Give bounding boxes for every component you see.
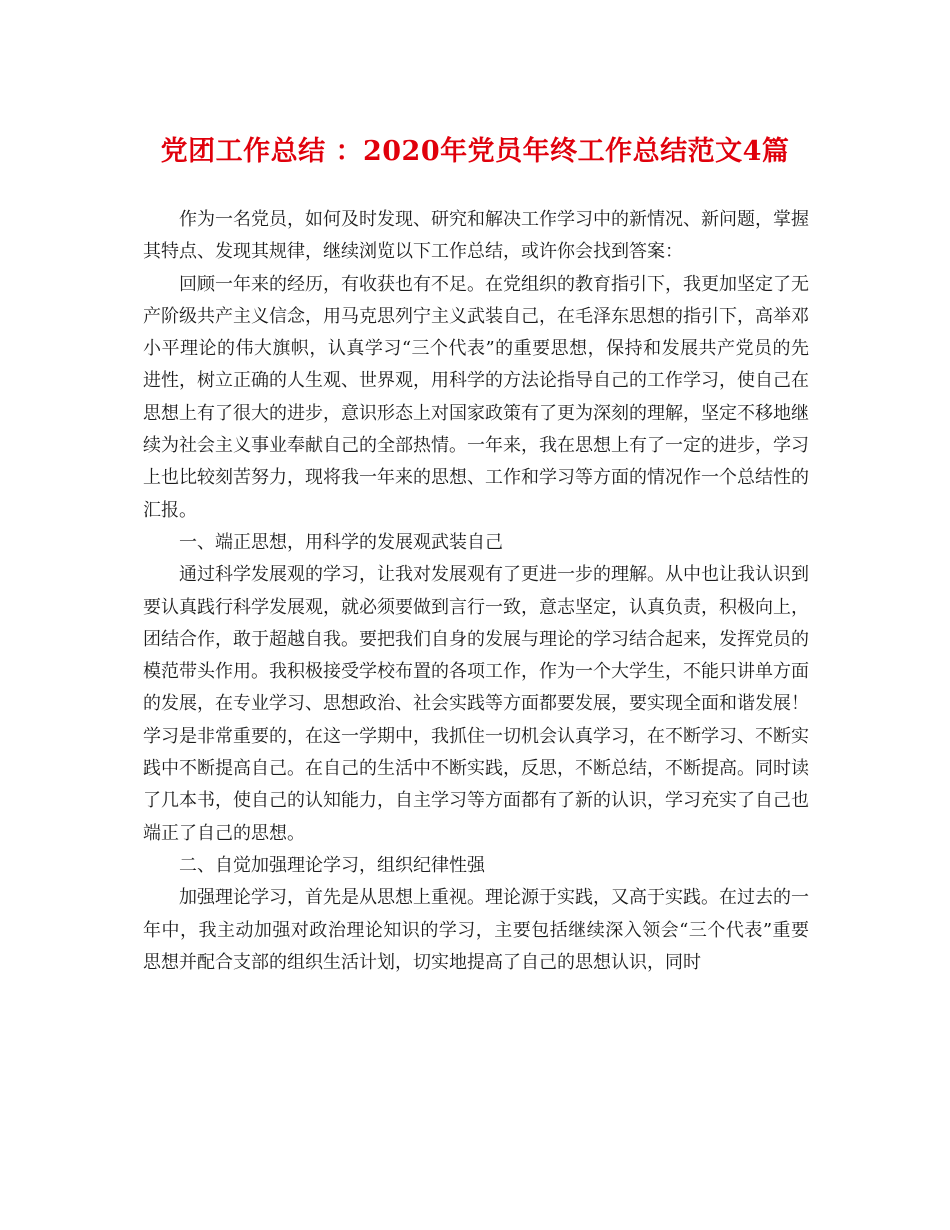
paragraph-review: 回顾一年来的经历，有收获也有不足。在党组织的教育指引下，我更加坚定了无产阶级共产主义信念，用马克思列宁主义武装自己，在毛泽东思想的指引下，高举邓小平理论的伟大旗帜，认真学习“三个代表”的重要思想，保持和发展共产党员的先进性，树立正确的人生观、世界观，用科学的方法论指导自己的工作学习，使自己在思想上有了很大的进步，意识形态上对国家政策有了更为深刻的理解，坚定不移地继续为社会主义事业奉献自己的全部热情。一年来，我在思想上有了一定的进步，学习上也比较刻苦努力，现将我一年来的思想、工作和学习等方面的情况作一个总结性的汇报。 (143, 273, 809, 521)
section-heading-1: 一、端正思想，用科学的发展观武装自己 (179, 531, 503, 553)
paragraph-intro: 作为一名党员，如何及时发现、研究和解决工作学习中的新情况、新问题，掌握其特点、发现其规律，继续浏览以下工作总结，或许你会找到答案： (143, 209, 809, 263)
section-heading-2: 二、自觉加强理论学习，组织纪律性强 (179, 854, 485, 876)
paragraph-section-1: 通过科学发展观的学习，让我对发展观有了更进一步的理解。从中也让我认识到要认真践行科学发展观，就必须要做到言行一致，意志坚定，认真负责，积极向上，团结合作，敢于超越自我。要把我们自身的发展与理论的学习结合起来，发挥党员的模范带头作用。我积极接受学校布置的各项工作，作为一个大学生，不能只讲单方面的发展，在专业学习、思想政治、社会实践等方面都要发展，要实现全面和谐发展！学习是非常重要的，在这一学期中，我抓住一切机会认真学习，在不断学习、不断实践中不断提高自己。在自己的生活中不断实践，反思，不断总结，不断提高。同时读了几本书，使自己的认知能力，自主学习等方面都有了新的认识，学习充实了自己也端正了自己的思想。 (143, 564, 809, 844)
paragraph-section-2: 加强理论学习，首先是从思想上重视。理论源于实践，又高于实践。在过去的一年中，我主动加强对政治理论知识的学习，主要包括继续深入领会“三个代表”重要思想并配合支部的组织生活计划，切实地提高了自己的思想认识，同时 (143, 887, 809, 973)
document-body (143, 204, 809, 979)
document-title: 党团工作总结 ：2020年党员年终工作总结范文4篇 (160, 136, 790, 167)
